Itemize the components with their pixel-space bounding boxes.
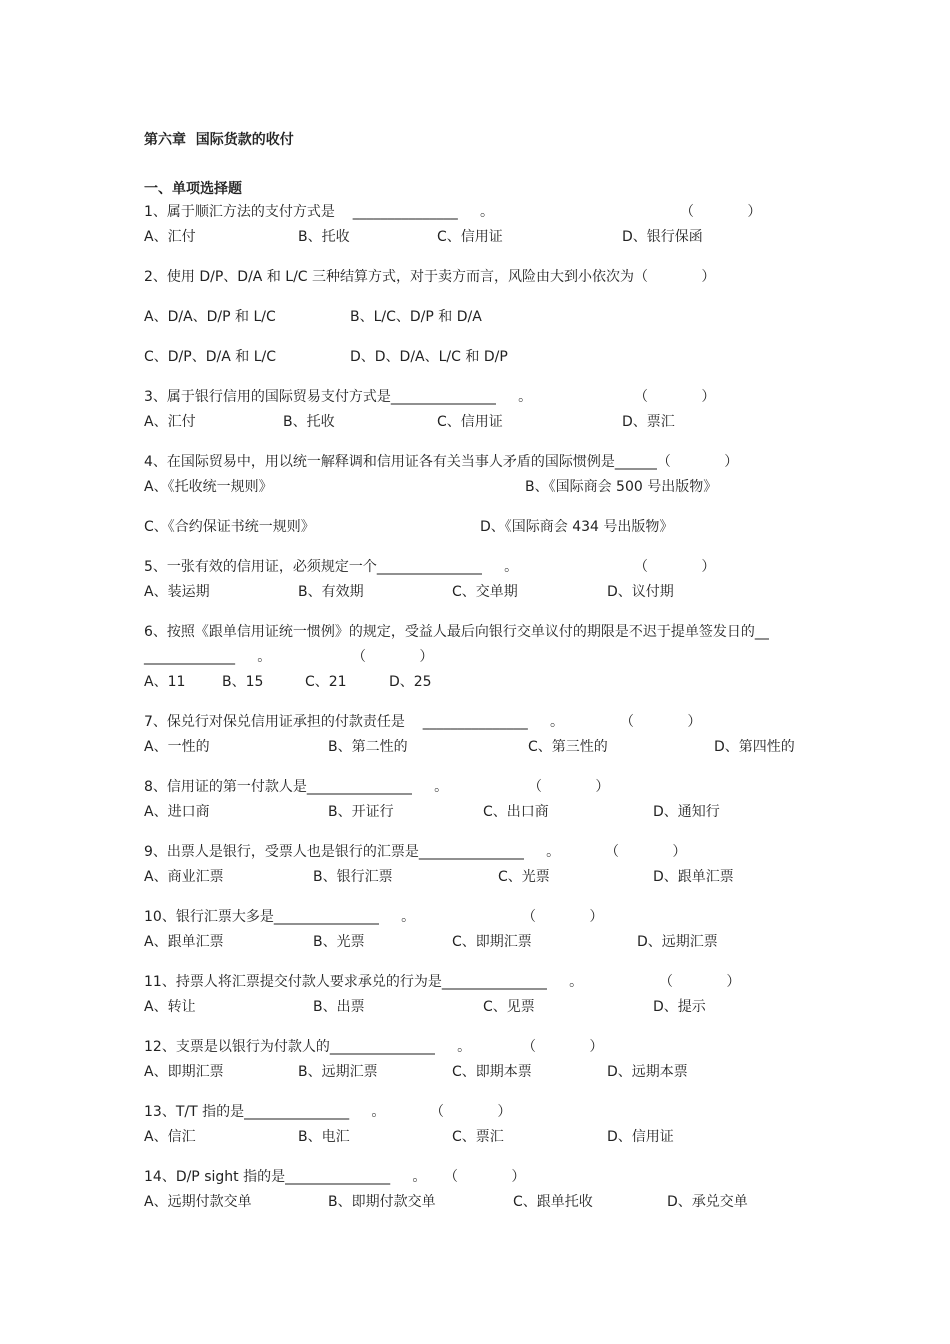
question-3-answer-blank: （ ） [634, 389, 716, 405]
question-12-answer-blank: （ ） [522, 1039, 604, 1055]
question-1-option-d: D、银行保函 [622, 229, 703, 245]
question-4-option-c: C、《合约保证书统一规则》 [144, 519, 315, 535]
question-2-option-b: B、L/C、D/P 和 D/A [350, 309, 482, 325]
question-10-option-d: D、远期汇票 [637, 934, 718, 950]
question-6-stem: 6、按照《跟单信用证统一惯例》的规定，受益人最后向银行交单议付的期限是不迟于提单签发日的__ [144, 624, 769, 640]
question-10-option-b: B、光票 [313, 934, 365, 950]
question-11-answer-blank: （ ） [659, 974, 741, 990]
question-2-stem: 2、使用 D/P、D/A 和 L/C 三种结算方式，对于卖方而言，风险由大到小依次为（ ） [144, 269, 716, 285]
question-3-option-d: D、票汇 [622, 414, 675, 430]
question-6-option-b: B、15 [222, 674, 264, 690]
question-9-option-a: A、商业汇票 [144, 869, 224, 885]
question-11-option-c: C、见票 [483, 999, 535, 1015]
question-12-option-c: C、即期本票 [452, 1064, 532, 1080]
question-11-option-d: D、提示 [653, 999, 706, 1015]
question-2-option-a: A、D/A、D/P 和 L/C [144, 309, 276, 325]
question-4-option-b: B、《国际商会 500 号出版物》 [525, 479, 718, 495]
question-8-answer-blank: （ ） [528, 779, 610, 795]
question-10-option-c: C、即期汇票 [452, 934, 532, 950]
question-1-option-a: A、汇付 [144, 229, 196, 245]
question-10-answer-blank: （ ） [522, 909, 604, 925]
question-14-option-d: D、承兑交单 [667, 1194, 748, 1210]
question-12-option-b: B、远期汇票 [298, 1064, 378, 1080]
question-8-stem: 8、信用证的第一付款人是_______________ 。 [144, 779, 449, 795]
question-8-option-c: C、出口商 [483, 804, 549, 820]
question-7-option-d: D、第四性的 [714, 739, 795, 755]
question-10-option-a: A、跟单汇票 [144, 934, 224, 950]
question-14-answer-blank: （ ） [444, 1169, 526, 1185]
question-4-option-d: D、《国际商会 434 号出版物》 [480, 519, 674, 535]
question-11-option-a: A、转让 [144, 999, 196, 1015]
question-3-option-c: C、信用证 [437, 414, 503, 430]
question-12-option-d: D、远期本票 [607, 1064, 688, 1080]
question-10-stem: 10、银行汇票大多是_______________ 。 [144, 909, 416, 925]
question-8-option-d: D、通知行 [653, 804, 720, 820]
question-7-answer-blank: （ ） [620, 714, 702, 730]
question-6-option-d: D、25 [389, 674, 432, 690]
question-8-option-b: B、开证行 [328, 804, 394, 820]
question-7-option-b: B、第二性的 [328, 739, 408, 755]
question-2-option-c: C、D/P、D/A 和 L/C [144, 349, 276, 365]
question-7-option-c: C、第三性的 [528, 739, 608, 755]
question-5-option-a: A、装运期 [144, 584, 210, 600]
section-title: 一、单项选择题 [144, 181, 242, 197]
question-3-option-a: A、汇付 [144, 414, 196, 430]
question-14-option-a: A、远期付款交单 [144, 1194, 252, 1210]
question-14-option-c: C、跟单托收 [513, 1194, 593, 1210]
question-7-stem: 7、保兑行对保兑信用证承担的付款责任是 _______________ 。 [144, 714, 564, 730]
question-14-option-b: B、即期付款交单 [328, 1194, 436, 1210]
question-8-option-a: A、进口商 [144, 804, 210, 820]
question-5-option-b: B、有效期 [298, 584, 364, 600]
question-1-option-b: B、托收 [298, 229, 350, 245]
question-13-option-b: B、电汇 [298, 1129, 350, 1145]
question-13-option-d: D、信用证 [607, 1129, 674, 1145]
question-1-option-c: C、信用证 [437, 229, 503, 245]
question-5-stem: 5、一张有效的信用证，必须规定一个_______________ 。 [144, 559, 519, 575]
question-6-option-c: C、21 [305, 674, 347, 690]
question-6-option-a: A、11 [144, 674, 186, 690]
question-14-stem: 14、D/P sight 指的是_______________ 。 [144, 1169, 427, 1185]
question-3-option-b: B、托收 [283, 414, 335, 430]
question-13-answer-blank: （ ） [430, 1104, 512, 1120]
question-6-answer-blank: （ ） [352, 649, 434, 665]
question-4-stem: 4、在国际贸易中，用以统一解释调和信用证各有关当事人矛盾的国际惯例是______（ ） [144, 454, 739, 470]
question-13-option-a: A、信汇 [144, 1129, 196, 1145]
question-2-option-d: D、D、D/A、L/C 和 D/P [350, 349, 508, 365]
question-9-answer-blank: （ ） [605, 844, 687, 860]
question-1-stem: 1、属于顺汇方法的支付方式是 _______________ 。 [144, 204, 494, 220]
question-13-stem: 13、T/T 指的是_______________ 。 [144, 1104, 386, 1120]
question-11-stem: 11、持票人将汇票提交付款人要求承兑的行为是_______________ 。 [144, 974, 584, 990]
question-13-option-c: C、票汇 [452, 1129, 504, 1145]
question-11-option-b: B、出票 [313, 999, 365, 1015]
question-1-answer-blank: （ ） [680, 204, 762, 220]
question-4-option-a: A、《托收统一规则》 [144, 479, 273, 495]
question-9-stem: 9、出票人是银行，受票人也是银行的汇票是_______________ 。 [144, 844, 561, 860]
question-3-stem: 3、属于银行信用的国际贸易支付方式是_______________ 。 [144, 389, 533, 405]
question-6-stem-continued: _____________ 。 [144, 649, 272, 665]
question-7-option-a: A、一性的 [144, 739, 210, 755]
question-5-option-d: D、议付期 [607, 584, 674, 600]
chapter-title: 第六章 国际货款的收付 [144, 132, 294, 148]
question-5-option-c: C、交单期 [452, 584, 518, 600]
question-12-option-a: A、即期汇票 [144, 1064, 224, 1080]
question-5-answer-blank: （ ） [634, 559, 716, 575]
question-12-stem: 12、支票是以银行为付款人的_______________ 。 [144, 1039, 472, 1055]
question-9-option-d: D、跟单汇票 [653, 869, 734, 885]
question-9-option-b: B、银行汇票 [313, 869, 393, 885]
question-9-option-c: C、光票 [498, 869, 550, 885]
